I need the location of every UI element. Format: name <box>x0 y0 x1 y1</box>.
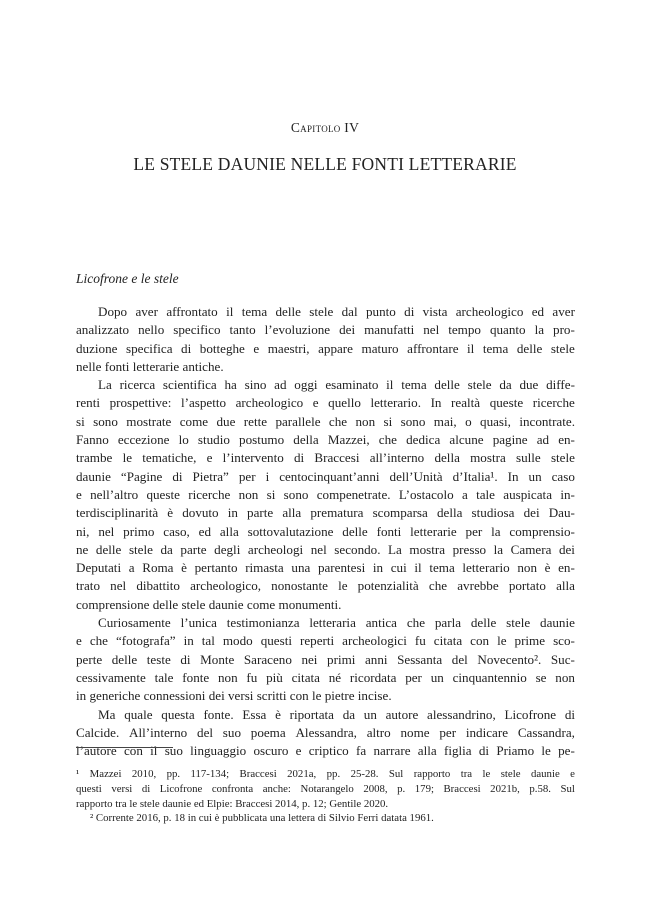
body-line: Dopo aver affrontato il tema delle stele dal punto di vista archeologico ed aver <box>98 304 575 319</box>
body-line: perte delle teste di Monte Saraceno nei primi anni Sessanta del Novecento². Suc- <box>76 651 575 667</box>
body-line: e che “fotografa” in tal modo questi reperti archeologici fu citata con le prime sco- <box>76 633 575 649</box>
body-line: e nell’altro queste ricerche non si sono compenetrate. L’ostacolo a tale auspicata in- <box>76 486 575 502</box>
body-line: in generiche connessioni dei versi scritti con le pietre incise. <box>76 688 392 704</box>
body-line: nelle fonti letterarie antiche. <box>76 358 224 374</box>
body-line: trato nel dibattito archeologico, nonostante le potenzialità che avrebbe portato alla <box>76 578 575 594</box>
body-line: Curiosamente l’unica testimonianza letteraria antica che parla delle stele daunie <box>98 615 575 631</box>
chapter-label: Capitolo IV <box>290 120 360 135</box>
footnote-line: ¹ Mazzei 2010, pp. 117-134; Braccesi 2021a, pp. 25-28. Sul rapporto tra le stele daunie e <box>76 768 575 780</box>
body-line: cessivamente tale fonte non fu più citata né ricordata per un cinquantennio se non <box>76 669 575 685</box>
body-line: daunie “Pagine di Pietra” per i centocinquant’anni dell’Unità d’Italia¹. In un caso <box>76 468 575 484</box>
footnotes <box>76 767 575 826</box>
footnote-line: questi versi di Licofrone confronta anche: Notarangelo 2008, p. 179; Braccesi 2021b, p.58. Sul <box>76 782 575 795</box>
body-line: duzione specifica di botteghe e maestri, appare maturo affrontare il tema delle stele <box>76 340 575 356</box>
body-line: ni, nel primo caso, ed alla sottovalutazione delle fonti letterarie per la comprensio- <box>76 523 575 539</box>
body-line: trambe le tematiche, e l’intervento di Braccesi all’interno della mostra sulle stele <box>76 450 575 466</box>
body-line: l’autore con il suo linguaggio oscuro e criptico fa narrare alla figlia di Priamo le pe- <box>76 743 575 759</box>
section-heading: Licofrone e le stele <box>76 271 179 286</box>
body-line: Deputati a Roma è pertanto rimasta una parentesi in cui il tema letterario non è en- <box>76 560 575 576</box>
body-line: si sono mostrate come due rette parallele che non si sono mai, o quasi, incontrate. <box>76 413 575 429</box>
footnote-line: ² Corrente 2016, p. 18 in cui è pubblicata una lettera di Silvio Ferri datata 1961. <box>90 812 434 825</box>
body-line: Calcide. All’interno del suo poema Alessandra, altro nome per indicare Cassandra, <box>76 724 575 740</box>
body-line: terdisciplinarità è dovuto in parte alla prematura scomparsa della studiosa dei Dau- <box>76 505 575 521</box>
body-line: Fanno eccezione lo studio postumo della Mazzei, che dedica alcune pagine ad en- <box>76 432 575 448</box>
body-line: ne delle stele da parte degli archeologi nel secondo. La mostra presso la Camera dei <box>76 541 575 557</box>
body-line: analizzato nello specifico tanto l’evoluzione dei manufatti nel tempo quanto la pro- <box>76 322 575 338</box>
chapter-title: LE STELE DAUNIE NELLE FONTI LETTERARIE <box>133 154 517 174</box>
body-text <box>76 303 575 760</box>
footnote-line: rapporto tra le stele daunie ed Elpie: Braccesi 2014, p. 12; Gentile 2020. <box>76 797 389 810</box>
body-line: La ricerca scientifica ha sino ad oggi esaminato il tema delle stele da due diffe- <box>98 377 575 393</box>
body-line: comprensione delle stele daunie come monumenti. <box>76 596 342 612</box>
footnote-separator <box>76 747 173 748</box>
body-line: renti prospettive: l’aspetto archeologico e quello letterario. In realtà queste ricerche <box>76 395 575 411</box>
body-line: Ma quale questa fonte. Essa è riportata da un autore alessandrino, Licofrone di <box>98 706 575 722</box>
